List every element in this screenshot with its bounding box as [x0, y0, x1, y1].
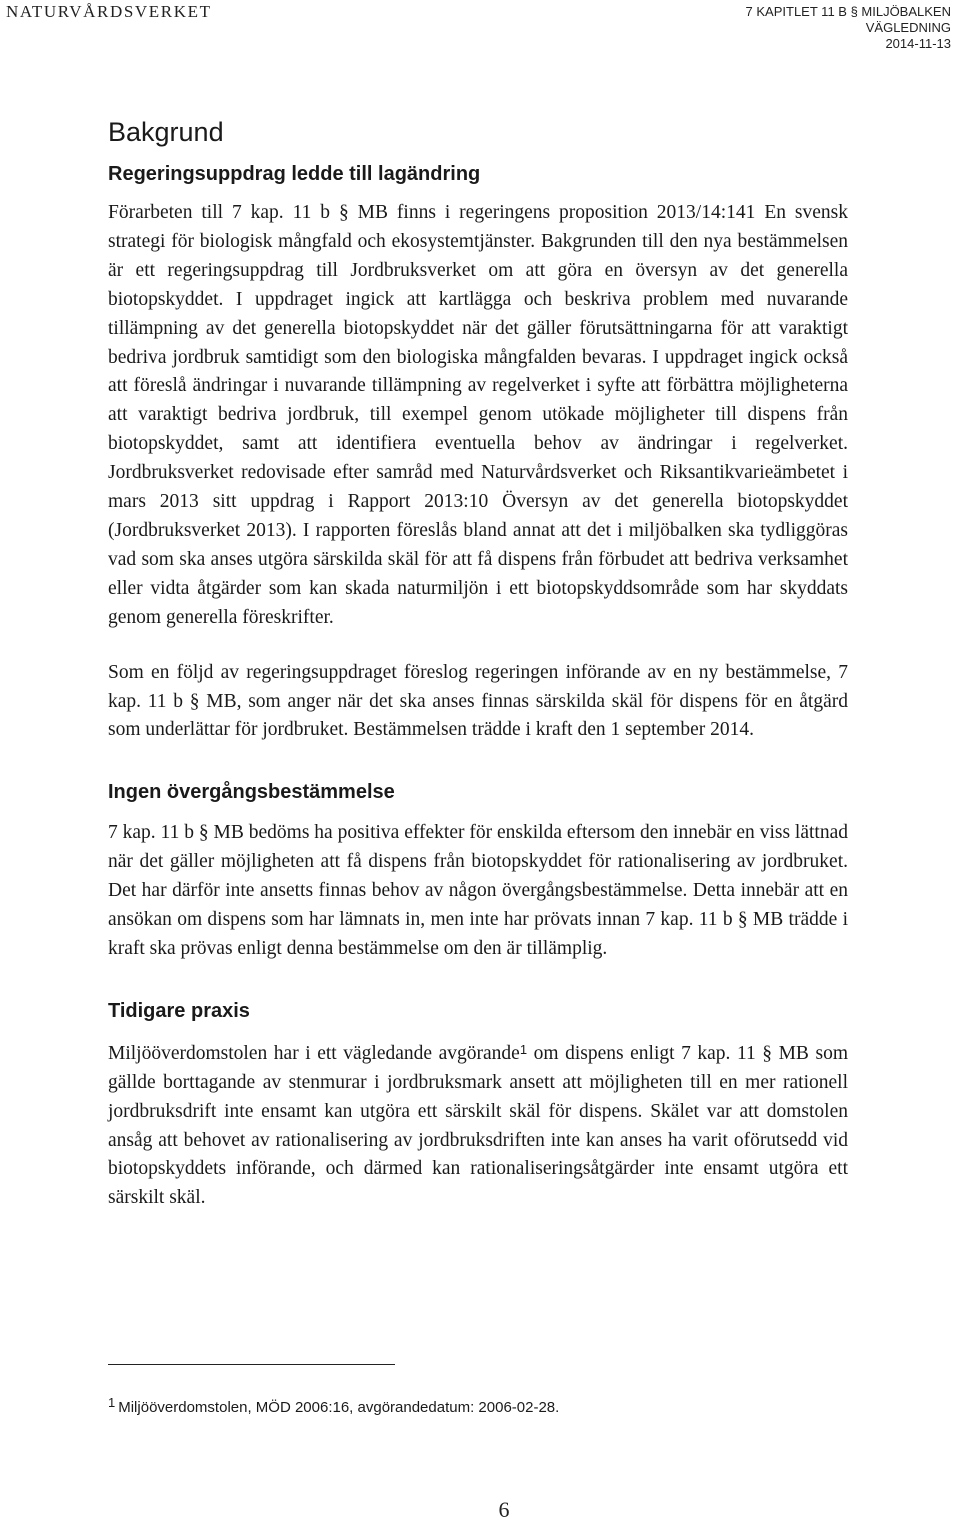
page-number: 6 — [498, 1497, 510, 1522]
header-doc-type: VÄGLEDNING — [865, 20, 951, 35]
paragraph-som-en-foljd: Som en följd av regeringsuppdraget föreslog regeringen införande av en ny bestämmelse, 7 kap. 11 b § MB, som anger när det ska anses finnas särskilda skäl för dispens för en åtgärd som underlättar för jordbruket. Bestämmelsen trädde i kraft den 1 september 2014. — [108, 661, 848, 741]
paragraph-forarbeten: Förarbeten till 7 kap. 11 b § MB finns i regeringens proposition 2013/14:141 En svensk strategi för biologisk mångfald och ekosystemtjänster. Bakgrunden till den nya bestämmelsen är ett regeringsuppdrag till Jordbruksverket om att göra en översyn av det generella biotopskyddet. I uppdraget ingick att kartlägga och beskriva problem med nuvarande tillämpning av det generella biotopskyddet när det gäller förutsättningarna för att varaktigt bedriva jordbruk samtidigt som den biologiska mångfalden bevaras. I uppdraget ingick också att föreslå ändringar i nuvarande tillämpning av regelverket i syfte att förbättra möjligheterna att varaktigt bedriva jordbruk, till exempel genom utökade möjligheter till dispens från biotopskyddet, samt att identifiera eventuella behov av ändringar i regelverket. Jordbruksverket redovisade efter samråd med Naturvårdsverket och Riksantikvarieämbetet i mars 2013 sitt uppdrag i Rapport 2013:10 Översyn av det generella biotopskyddet (Jordbruksverket 2013). I rapporten föreslås bland annat att det i miljöbalken ska tydliggöras vad som ska anses utgöra särskilda skäl för att få dispens från förbudet att bedriva verksamhet eller vidta åtgärder som kan skada naturmiljön i ett biotopskyddsområde som har skyddats genom generella föreskrifter. — [108, 202, 848, 628]
footnote-reference[interactable]: 1 — [519, 1041, 528, 1057]
paragraph-praxis-rest: om dispens enligt 7 kap. 11 § MB som gällde borttagande av stenmurar i jordbruksmark ansett att möjligheten till en mer rationell jordbruksdrift inte ensamt kan utgöra ett särskilt skäl för dispens. Skälet var att domstolen ansåg att behovet av rationalisering av jordbruksdriften inte kan anses ha varit oförutsedd vid biotopskyddets införande, och därmed kan rationaliseringsåtgärder inte ensamt utgöra ett särskilt skäl. — [108, 1042, 849, 1209]
header-date: 2014-11-13 — [885, 36, 951, 51]
header-chapter: 7 KAPITLET 11 B § MILJÖBALKEN — [745, 4, 951, 19]
document-header — [746, 4, 951, 52]
heading-tidigare-praxis: Tidigare praxis — [108, 999, 250, 1022]
paragraph-positiva-effekter: 7 kap. 11 b § MB bedöms ha positiva effekter för enskilda eftersom den innebär en viss lättnad när det gäller möjligheten att få dispens från biotopskyddet för rationalisering av jordbruket. Det har därför inte ansetts finnas behov av någon övergångsbestämmelse. Detta innebär att en ansökan om dispens som har lämnats in, men inte har prövats innan 7 kap. 11 b § MB trädde i kraft ska prövas enligt denna bestämmelse om den är tillämplig. — [108, 822, 848, 959]
footnote-number: 1 — [108, 1395, 116, 1410]
document-body — [108, 115, 848, 1213]
footnote-separator — [108, 1364, 395, 1365]
paragraph-praxis-start: Miljööverdomstolen har i ett vägledande avgörande — [108, 1042, 520, 1064]
section-title: Bakgrund — [108, 117, 224, 147]
footnote-text: Miljööverdomstolen, MÖD 2006:16, avgörandedatum: 2006-02-28. — [118, 1399, 560, 1416]
organization-name: NATURVÅRDSVERKET — [6, 2, 212, 21]
footnote — [108, 1395, 560, 1416]
heading-overgangsbestammelse: Ingen övergångsbestämmelse — [108, 781, 395, 804]
heading-regeringsuppdrag: Regeringsuppdrag ledde till lagändring — [108, 163, 481, 185]
paragraph-miljooverdomstolen — [108, 1040, 848, 1213]
